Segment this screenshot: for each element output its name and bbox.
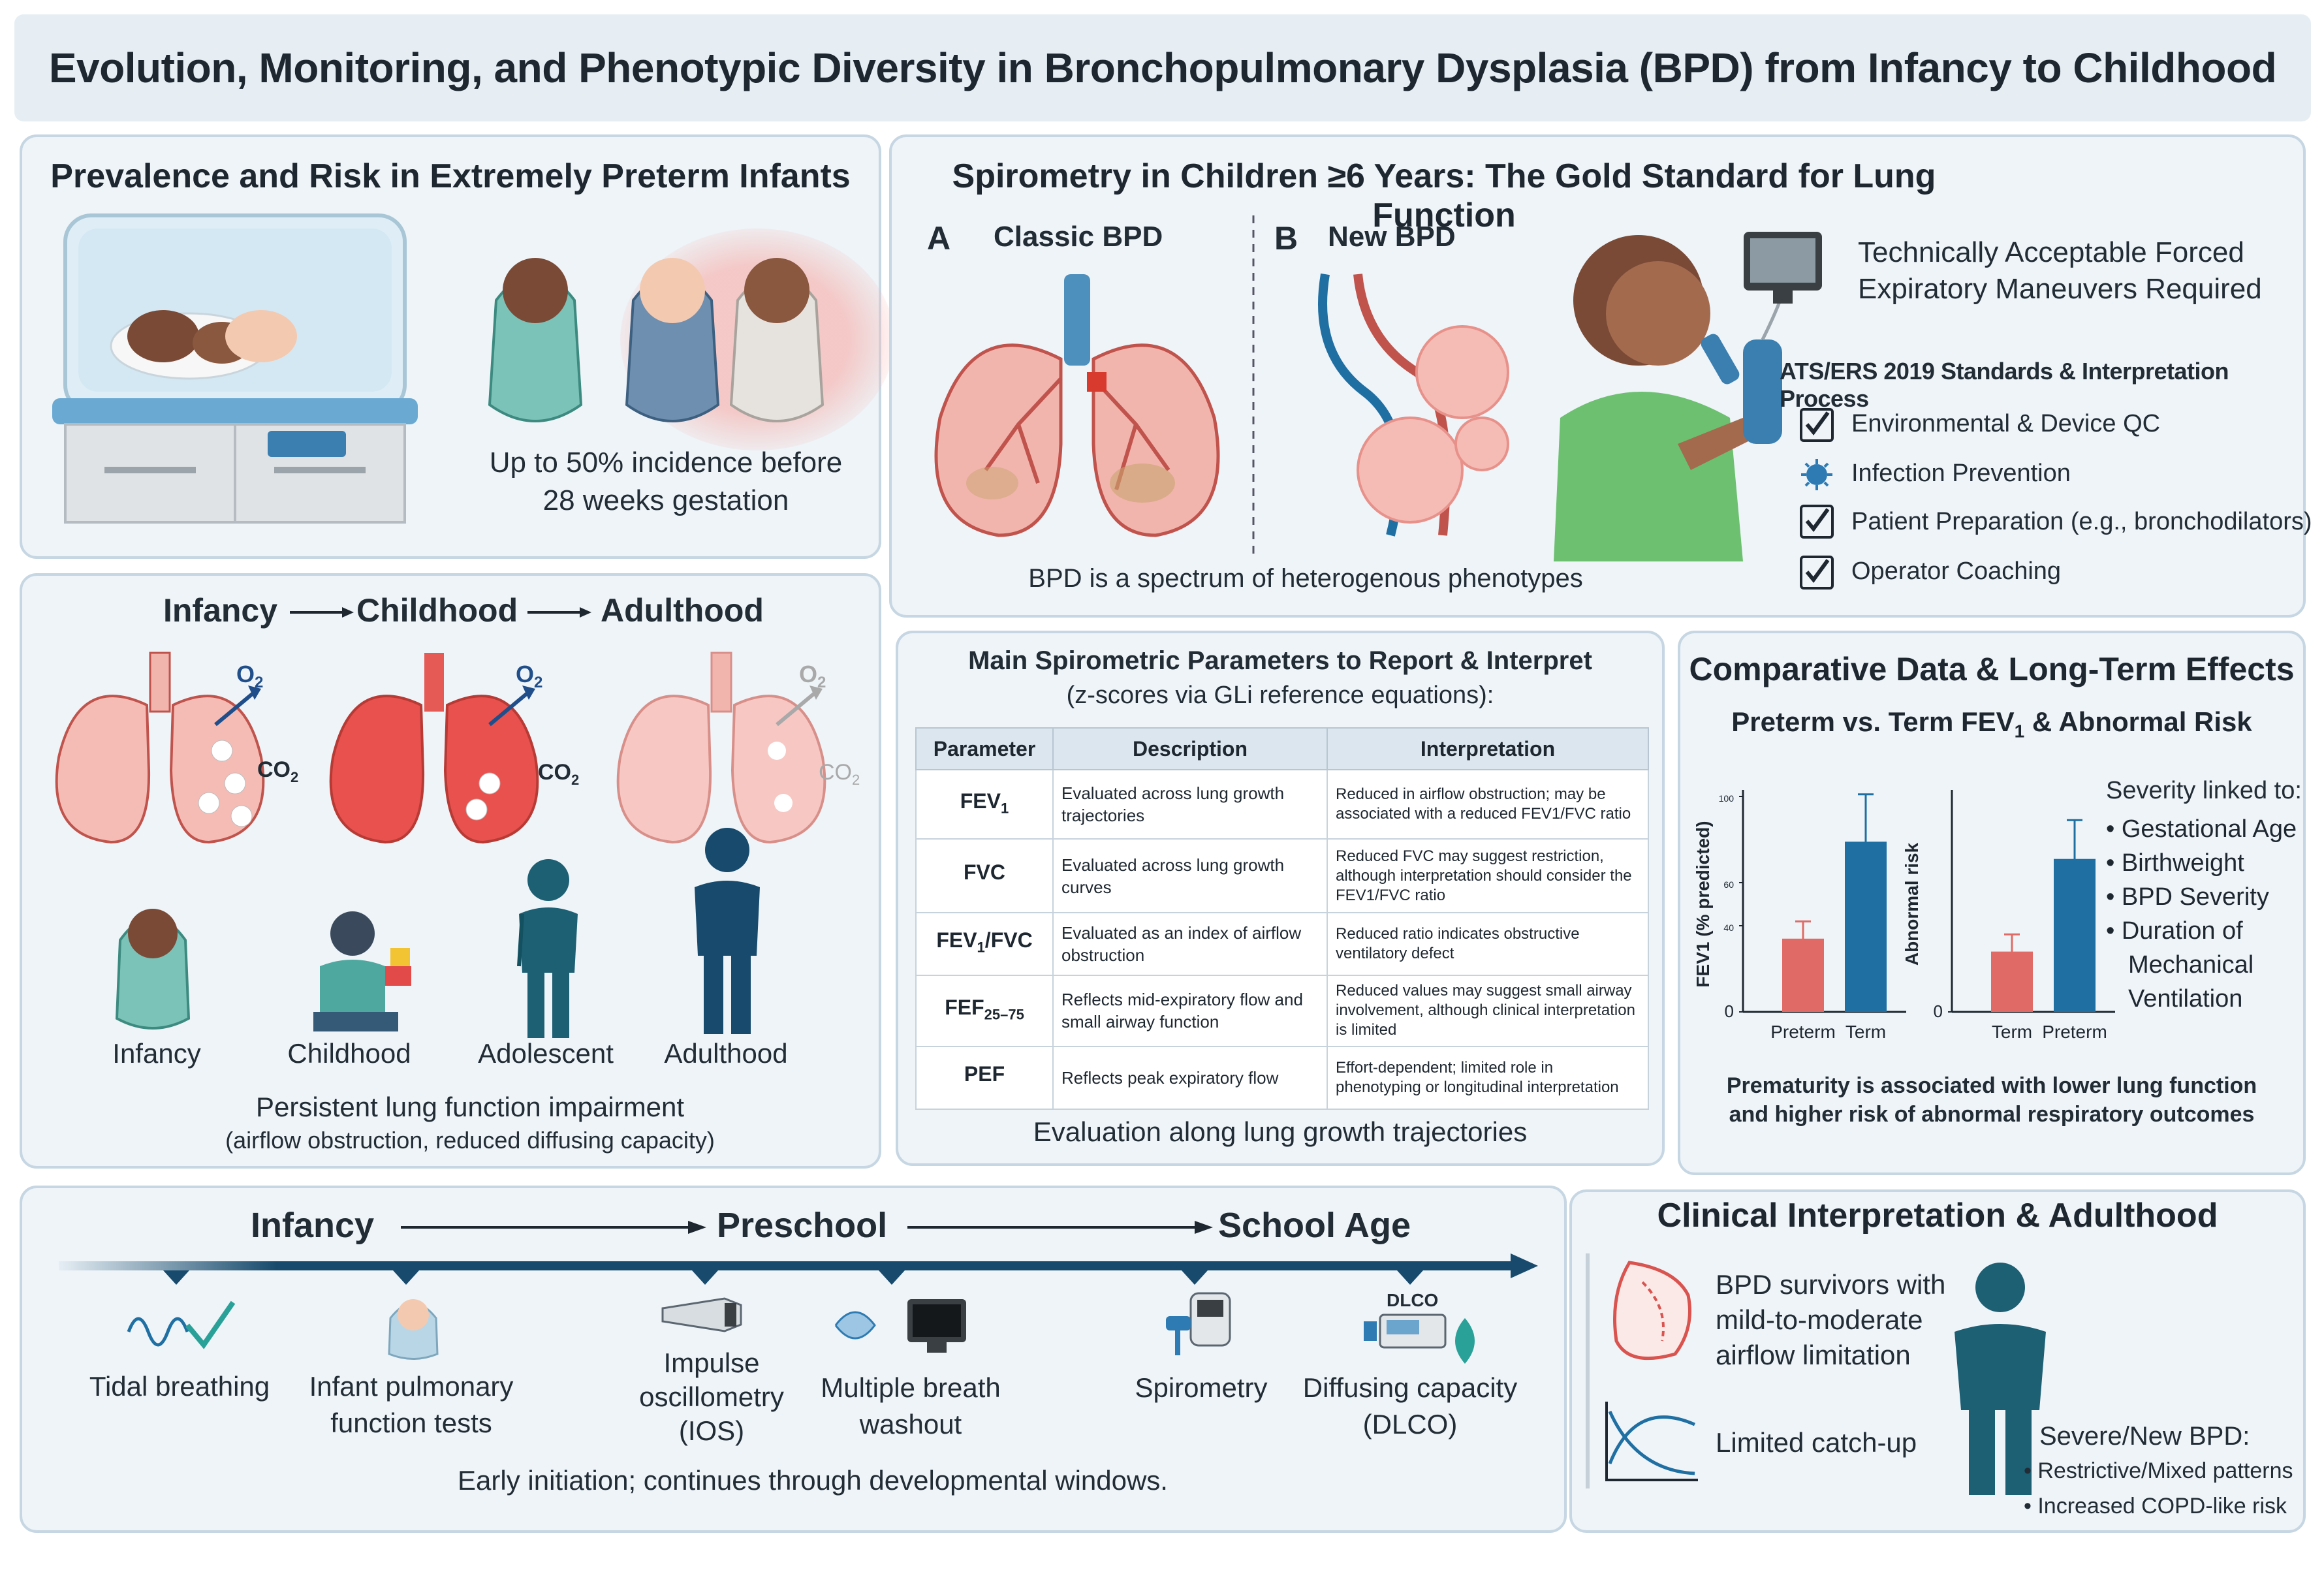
person-label-adolescent: Adolescent [478, 1038, 614, 1069]
severity-item: Ventilation [2128, 985, 2243, 1013]
description-cell: Evaluated across lung growth trajectories [1053, 770, 1327, 839]
arrow-right-icon [401, 1219, 708, 1235]
co2-label-2: $CO_2$ [538, 760, 580, 788]
interpretation-cell: Reduced ratio indicates obstructive ventilatory defect [1327, 913, 1648, 975]
severity-title: Severity linked to: [2106, 777, 2302, 804]
abnormal-risk-bar-chart [1900, 770, 2115, 1058]
interpretation-cell: Effort-dependent; limited role in phenotyping or longitudinal interpretation [1327, 1046, 1648, 1109]
header-description: Description [1053, 728, 1327, 770]
severe-title: Severe/New BPD: [2039, 1422, 2250, 1451]
y-tick-label: 60 [1723, 879, 1734, 890]
test-label-ios-2: oscillometry [639, 1381, 784, 1412]
interpretation-cell: Reduced FVC may suggest restriction, although interpretation should consider the FEV1/FVC ratio [1327, 839, 1648, 912]
clinical-divider [1585, 1253, 1590, 1488]
timeline-footer: Early initiation; continues through developmental windows. [458, 1465, 1168, 1496]
comparative-note-line1: Prematurity is associated with lower lung function [1726, 1073, 2257, 1098]
timeline-stage-preschool: Preschool [717, 1206, 888, 1245]
interpretation-cell: Reduced in airflow obstruction; may be associated with a reduced FEV1/FVC ratio [1327, 770, 1648, 839]
parameters-footer: Evaluation along lung growth trajectories [1033, 1116, 1528, 1147]
parameter-cell: $FEV_1$/FVC [916, 913, 1053, 975]
category-label: Term [1845, 1022, 1887, 1042]
label-b: B [1274, 220, 1298, 257]
page-title: Evolution, Monitoring, and Phenotypic Diversity in Bronchopulmonary Dysplasia (BPD) from Infancy to Childhood [48, 44, 2277, 91]
decay-curve-icon [1603, 1398, 1701, 1483]
test-label-infant-pft-1: Infant pulmonary [309, 1371, 514, 1402]
test-label-mbw-1: Multiple breath [821, 1372, 1001, 1403]
comparative-title: Comparative Data & Long-Term Effects [1689, 651, 2295, 687]
o2-label-2: $O_2$ [516, 661, 543, 692]
dlco-label: DLCO [1387, 1290, 1439, 1310]
arrow-right-icon [290, 606, 355, 619]
severity-item: • BPD Severity [2106, 883, 2269, 911]
person-label-infancy: Infancy [112, 1038, 201, 1069]
timeline-stage-school-age: School Age [1218, 1206, 1411, 1245]
person-label-childhood: Childhood [287, 1038, 411, 1069]
new-bpd-alveoli-illustration [1286, 274, 1521, 548]
dlco-device-icon [1360, 1308, 1491, 1367]
checklist-label: Operator Coaching [1851, 558, 2062, 585]
infant-icon [114, 894, 192, 1031]
severity-item: • Birthweight [2106, 849, 2244, 877]
spirometry-title: Spirometry in Children ≥6 Years: The Gold Standard for Lung Function [952, 157, 1936, 234]
standards-title: ATS/ERS 2019 Standards & Interpretation Process [1780, 358, 2229, 412]
person-label-adulthood: Adulthood [664, 1038, 788, 1069]
o2-label-3: $O_2$ [799, 661, 826, 692]
category-label: Preterm [1770, 1022, 1836, 1042]
header-parameter: Parameter [916, 728, 1053, 770]
table-row [916, 1046, 1648, 1109]
impairment-line2: (airflow obstruction, reduced diffusing capacity) [225, 1127, 715, 1154]
parameters-subtitle: (z-scores via GLi reference equations): [1066, 682, 1494, 709]
spirometry-device-icon [1158, 1290, 1236, 1362]
table-row [916, 975, 1648, 1046]
child-icon [307, 907, 418, 1038]
description-cell: Evaluated as an index of airflow obstruction [1053, 913, 1327, 975]
arrow-right-icon [527, 606, 593, 619]
prevalence-title: Prevalence and Risk in Extremely Preterm Infants [50, 157, 851, 195]
test-label-tidal: Tidal breathing [89, 1371, 270, 1402]
header-interpretation: Interpretation [1327, 728, 1648, 770]
checkbox-icon [1799, 555, 1834, 590]
arrow-right-icon [907, 1219, 1214, 1235]
parameters-table [915, 727, 1649, 1110]
test-label-infant-pft-2: function tests [330, 1408, 492, 1438]
y-tick-label: 100 [1718, 793, 1734, 804]
spectrum-text: BPD is a spectrum of heterogenous phenotypes [1028, 564, 1583, 593]
checkbox-icon [1799, 407, 1834, 443]
table-row [916, 839, 1648, 912]
test-label-ios-3: (IOS) [678, 1415, 745, 1446]
severe-item: • Increased COPD-like risk [2024, 1494, 2287, 1518]
requirement-line2: Expiratory Maneuvers Required [1858, 273, 2262, 305]
title-bar [14, 14, 2311, 121]
oscillometry-device-icon [659, 1295, 744, 1334]
swaddled-babies-icons [483, 242, 849, 437]
prevalence-caption-line2: 28 weeks gestation [542, 484, 789, 516]
severe-item: • Restrictive/Mixed patterns [2024, 1458, 2293, 1483]
severity-item: • Duration of [2106, 917, 2243, 945]
fev1-bar-chart [1691, 770, 1906, 1058]
table-row [916, 913, 1648, 975]
y-tick-label: 0 [1933, 1001, 1943, 1021]
timeline-axis [59, 1252, 1541, 1291]
impairment-line1: Persistent lung function impairment [256, 1092, 684, 1122]
severity-item: Mechanical [2128, 951, 2254, 979]
test-label-spirometry: Spirometry [1135, 1372, 1268, 1403]
table-header-row [916, 728, 1648, 770]
label-b-text: New BPD [1328, 221, 1456, 253]
o2-label-1: $O_2$ [236, 661, 264, 692]
checklist-label: Environmental & Device QC [1851, 410, 2161, 437]
divider-dashed [1252, 215, 1255, 555]
parameter-cell: FVC [916, 839, 1053, 912]
test-label-ios-1: Impulse [663, 1347, 760, 1378]
parameters-title: Main Spirometric Parameters to Report & Interpret [968, 646, 1592, 675]
description-cell: Reflects peak expiratory flow [1053, 1046, 1327, 1109]
clinical-item1-line2: mild-to-moderate [1716, 1304, 1923, 1335]
lifespan-stage3: Adulthood [601, 592, 764, 629]
clinical-item2: Limited catch-up [1716, 1427, 1917, 1458]
co2-label-3: $CO_2$ [819, 760, 860, 788]
category-label: Term [1991, 1022, 2033, 1042]
category-label: Preterm [2042, 1022, 2107, 1042]
timeline-stage-infancy: Infancy [251, 1206, 375, 1245]
parameter-cell: $FEF_{25-75}$ [916, 975, 1053, 1046]
test-label-mbw-2: washout [859, 1409, 962, 1440]
comparative-note-line2: and higher risk of abnormal respiratory outcomes [1729, 1102, 2255, 1127]
adolescent-icon [509, 855, 588, 1038]
clinical-title: Clinical Interpretation & Adulthood [1657, 1197, 2218, 1235]
test-label-dlco-2: (DLCO) [1362, 1409, 1458, 1440]
label-a: A [927, 220, 951, 257]
test-label-dlco-1: Diffusing capacity [1302, 1372, 1518, 1403]
checklist-label: Infection Prevention [1851, 460, 2071, 487]
label-a-text: Classic BPD [994, 221, 1163, 253]
tidal-breathing-icon [125, 1299, 236, 1351]
lifespan-stage2: Childhood [356, 592, 518, 629]
checkbox-icon [1799, 504, 1834, 539]
lifespan-stage1: Infancy [163, 592, 278, 629]
adult-icon [688, 825, 766, 1034]
y-tick-label: 0 [1724, 1001, 1734, 1021]
severity-list [2106, 812, 2297, 1016]
prevalence-caption-line1: Up to 50% incidence before [489, 447, 843, 479]
y-axis-label: FEV1 (% predicted) [1693, 821, 1713, 988]
y-tick-label: 40 [1723, 922, 1734, 933]
co2-label-1: $CO_2$ [257, 757, 299, 785]
virus-icon [1799, 457, 1834, 492]
spirometer-monitor-icon [1740, 228, 1825, 307]
table-row [916, 770, 1648, 839]
description-cell: Reflects mid-expiratory flow and small airway function [1053, 975, 1327, 1046]
requirement-line1: Technically Acceptable Forced [1858, 236, 2244, 268]
interpretation-cell: Reduced values may suggest small airway involvement, although clinical interpretation is limited [1327, 975, 1648, 1046]
lung-outline-icon [1603, 1256, 1701, 1367]
classic-bpd-lungs-illustration [920, 274, 1234, 548]
infant-test-icon [384, 1289, 443, 1361]
description-cell: Evaluated across lung growth curves [1053, 839, 1327, 912]
checklist-label: Patient Preparation (e.g., bronchodilators) [1851, 508, 2312, 535]
clinical-item1-line1: BPD survivors with [1716, 1269, 1946, 1300]
comparative-subtitle: Preterm vs. Term $FEV_1$ & Abnormal Risk [1731, 706, 2252, 742]
y-axis-label: Abnormal risk [1902, 842, 1922, 966]
severity-item: • Gestational Age [2106, 815, 2297, 843]
incubator-illustration [52, 209, 418, 529]
clinical-item1-line3: airflow limitation [1716, 1340, 1911, 1370]
parameter-cell: $FEV_1$ [916, 770, 1053, 839]
multiple-breath-washout-icon [829, 1293, 973, 1358]
parameter-cell: PEF [916, 1046, 1053, 1109]
